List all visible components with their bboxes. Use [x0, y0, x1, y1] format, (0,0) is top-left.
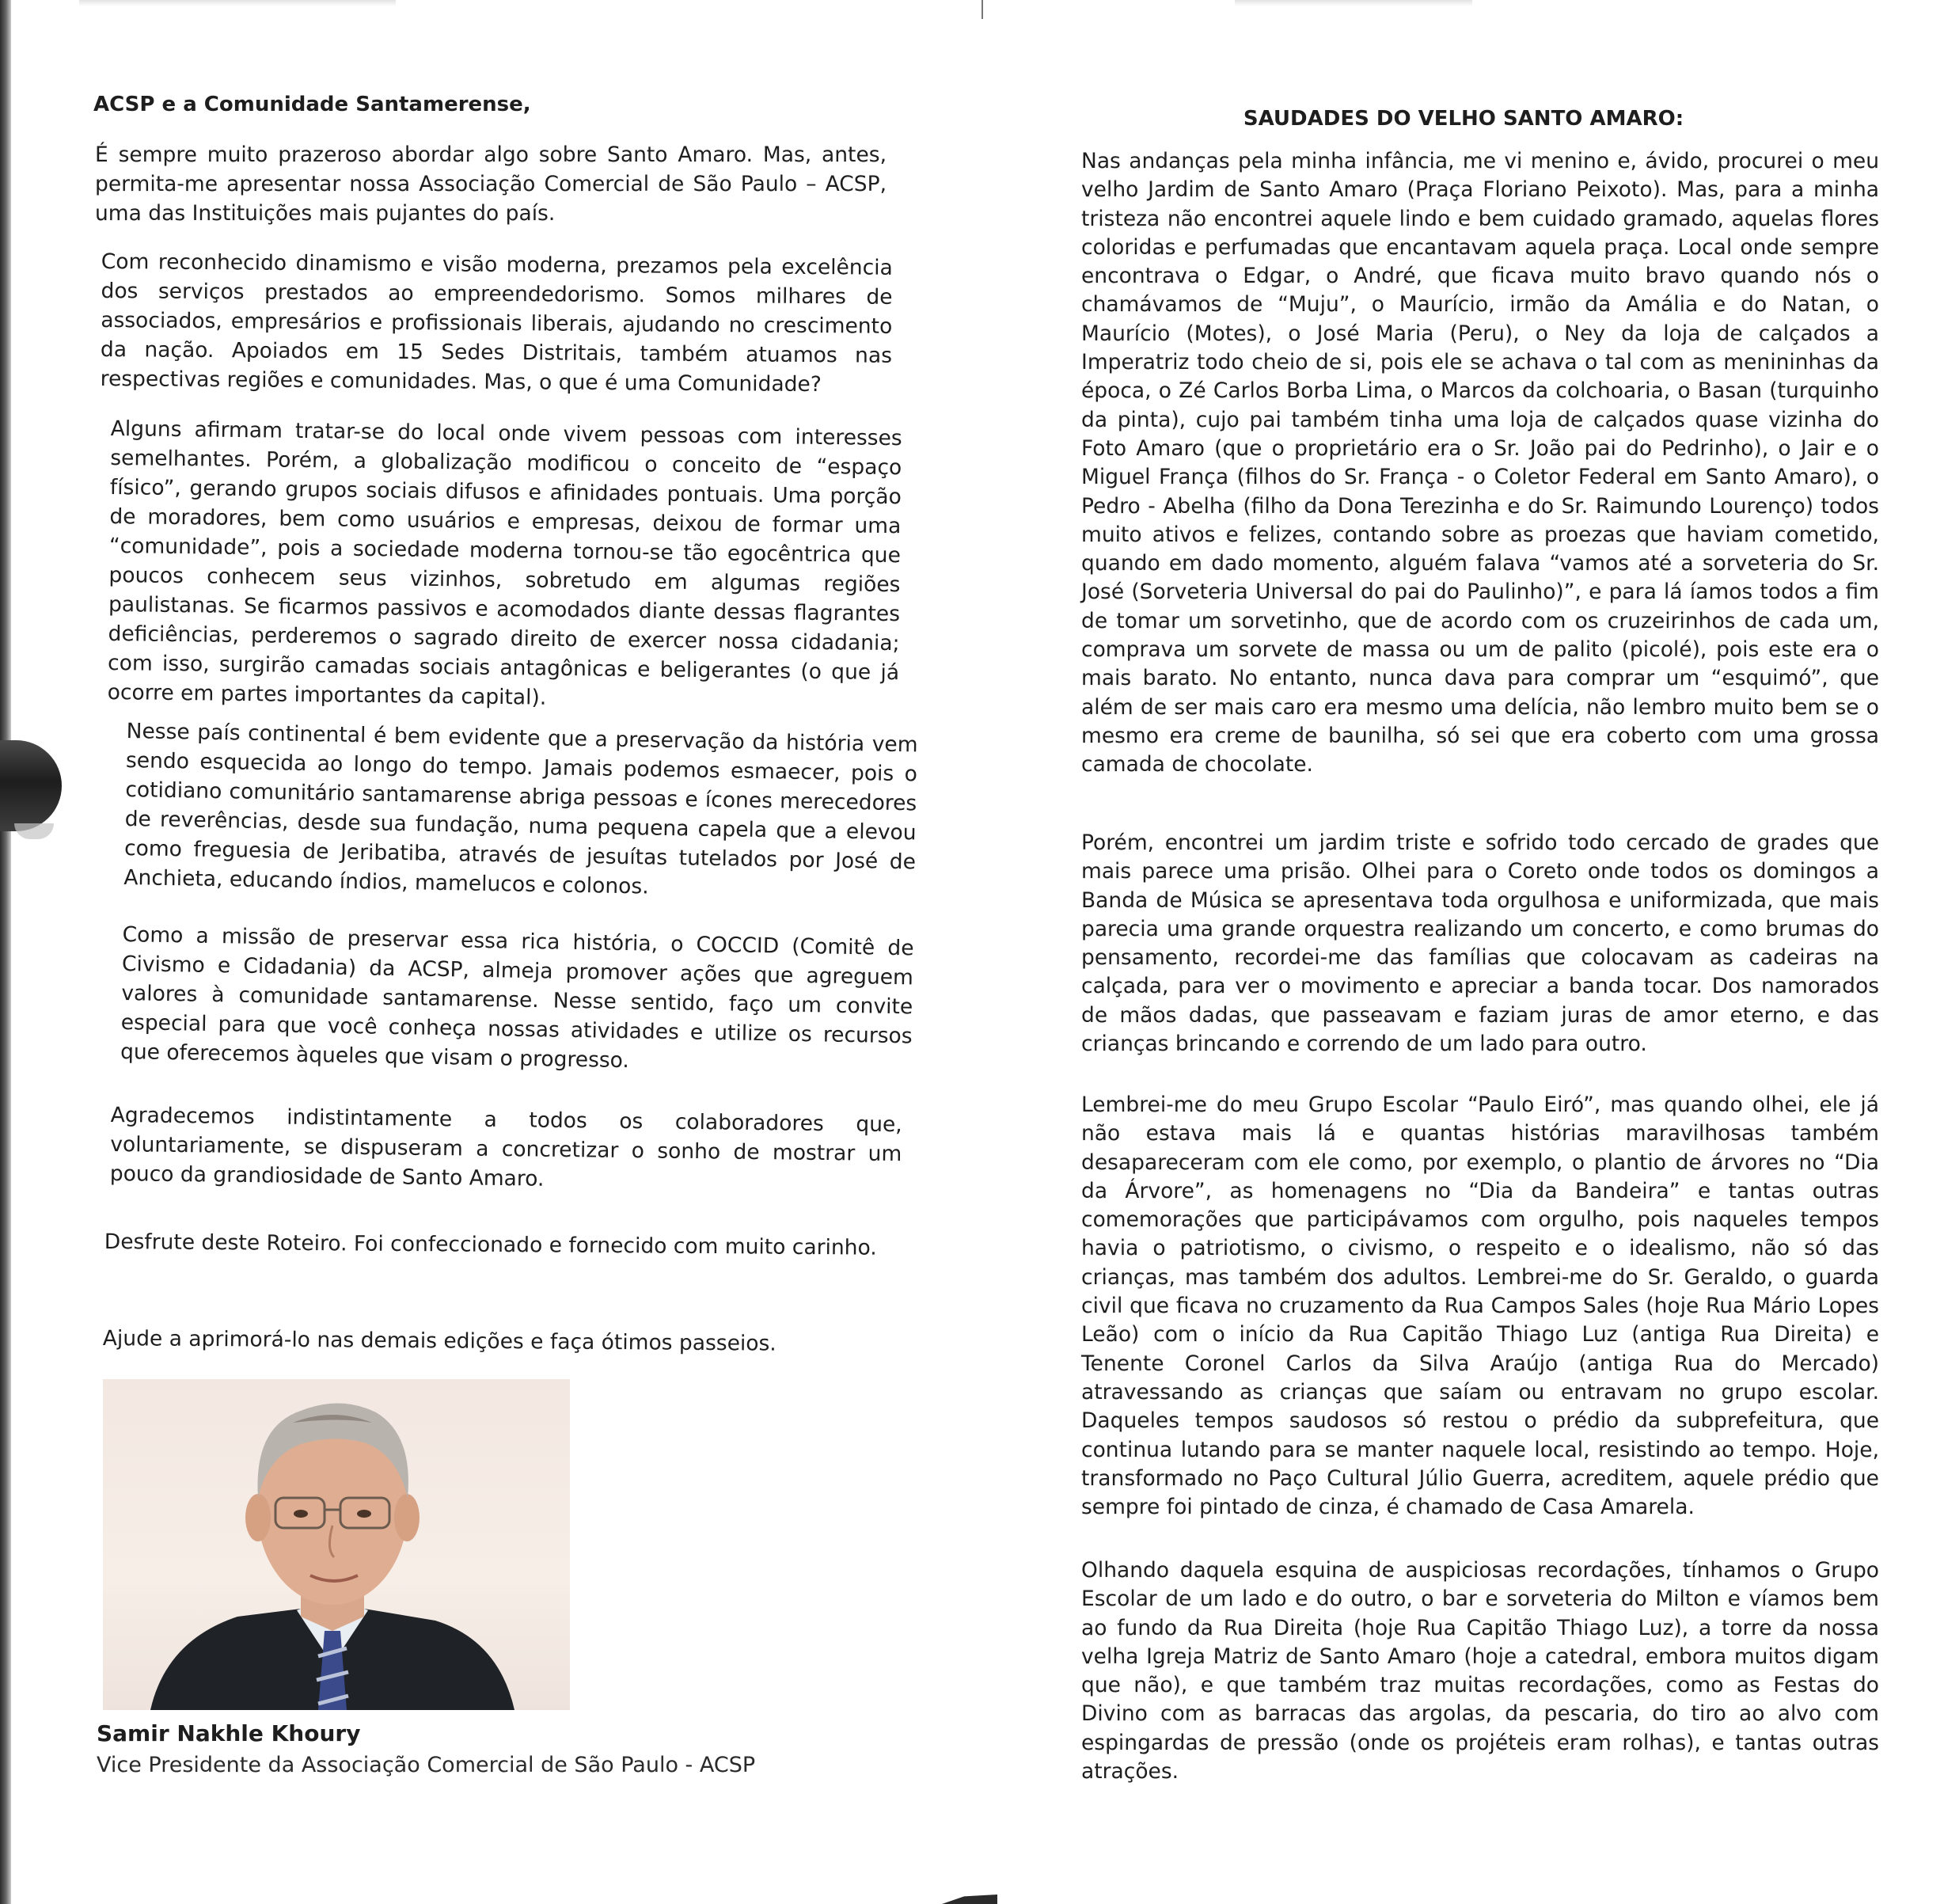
binder-ring-shadow [14, 823, 54, 839]
paragraph: Lembrei-me do meu Grupo Escolar “Paulo Eiró”, mas quando olhei, ele já não estava mais lá e quantas histórias maravilhosas também desapareceram com ele como, por exemplo, o plantio de árvores no “Dia da Árvore”, as homenagens no “Dia da Bandeira” e tantas outras comemorações que participávamos com orgulho, pois naqueles tempos havia o patriotismo, o civismo, o respeito e o idealismo, não só das crianças, mas também dos adultos. Lembrei-me do Sr. Geraldo, o guarda civil que ficava no cruzamento da Rua Campos Sales (hoje Rua Mário Lopes Leão) com o início da Rua Capitão Thiago Luz (antiga Rua Direita) e Tenente Coronel Carlos da Silva Araújo (antiga Rua do Mercado) atravessando as crianças que saíam ou entravam no grupo escolar. Daqueles tempos saudosos só restou o prédio da subprefeitura, que continua lutando para se manter naquele local, resistindo ao tempo. Hoje, transformado no Paço Cultural Júlio Guerra, acreditem, aquele prédio que sempre foi pintado de cinza, é chamado de Casa Amarela. [1081, 1093, 1879, 1520]
portrait-photo [103, 1379, 570, 1710]
paragraph: Nas andanças pela minha infância, me vi menino e, ávido, procurei o meu velho Jardim de Santo Amaro (Praça Floriano Peixoto). Mas, para a minha tristeza não encontrei aquele lindo e bem cuidado gramado, aquelas flores coloridas e perfumadas que encantavam aquela praça. Local onde sempre encontrava o Edgar, o André, que ficava muito bravo quando nós o chamávamos de “Muju”, o Maurício, irmão da Amália e do Natan, o Maurício (Motes), o José Maria (Peru), o Ney da loja de calçados a Imperatriz todo cheio de si, pois ele se achava o tal com as menininhas da época, o Zé Carlos Borba Lima, o Marcos da colchoaria, o Basan (turquinho da pinta), cujo pai também tinha uma loja de calçados quase vizinha do Foto Amaro (que o proprietário era o Sr. João pai do Pedrinho), o Jair e o Miguel França (filhos do Sr. França - o Coletor Federal em Santo Amaro), o Pedro - Abelha (filho da Dona Terezinha e do Sr. Raimundo Lourenço) todos muito ativos e felizes, contando sobre as proezas que haviam cometido, quando em dado momento, alguém falava “vamos até a sorveteria do Sr. José (Sorveteria Universal do pai do Paulinho)”, e para lá íamos todos a fim de tomar um sorvetinho, que de acordo com os cruzeirinhos de cada um, comprava um sorvete de massa ou um de palito (picolé), pois este era o mais barato. No entanto, nunca dava para comprar um “esquimó”, que além de ser mais caro era mesmo uma delícia, não lembro muito bem se o mesmo era creme de baunilha, só sei que era coberto com uma grossa camada de chocolate. [1081, 149, 1879, 777]
paragraph: Agradecemos indistintamente a todos os colaboradores que, voluntariamente, se dispuseram a concretizar o sonho de mostrar um pouco da grandiosidade de Santo Amaro. [109, 1102, 902, 1191]
paragraph: Alguns afirmam tratar-se do local onde vivem pessoas com interesses semelhantes. Porém, a globalização modificou o conceito de “espaço físico”, gerando grupos sociais difusos e afinidades pontuais. Uma porção de moradores, bem como usuários e empresas, deixou de formar uma “comunidade”, pois a sociedade moderna tornou-se tão egocêntrica que poucos conhecem seus vizinhos, sobretudo em algumas regiões paulistanas. Se ficarmos passivos e acomodados diante dessas flagrantes deficiências, perderemos o sagrado direito de exercer nossa cidadania; com isso, surgirão camadas sociais antagônicas e beligerantes (o que já ocorre em partes importantes da capital). [107, 416, 902, 710]
paragraph: Olhando daquela esquina de auspiciosas recordações, tínhamos o Grupo Escolar de um lado e do outro, o bar e sorveteria do Milton e víamos bem ao fundo da Rua Direita (hoje Rua Capitão Thiago Luz), a torre da nossa velha Igreja Matriz de Santo Amaro (hoje a catedral, embora muitos digam que não), e que também traz muitas recordações, como as Festas do Divino com as barracas das argolas, da pescaria, do tiro ao alvo com espingardas de pressão (onde os projéteis eram rolhas), e tantas outras atrações. [1081, 1558, 1879, 1784]
binder-edge [0, 0, 11, 1904]
left-page-heading: ACSP e a Comunidade Santamerense, [93, 93, 531, 117]
right-page [983, 0, 1944, 1904]
paragraph: Desfrute deste Roteiro. Foi confeccionado e fornecido com muito carinho. [104, 1229, 877, 1260]
paragraph: Com reconhecido dinamismo e visão moderna, prezamos pela excelência dos serviços prestados ao empreendedorismo. Somos milhares de associados, empresários e profissionais liberais, ajudando no crescimento da nação. Apoiados em 15 Sedes Distritais, também atuamos nas respectivas regiões e comunidades. Mas, o que é uma Comunidade? [100, 249, 893, 397]
paragraph: Nesse país continental é bem evidente que a preservação da história vem sendo esquecida ao longo do tempo. Jamais podemos esmaecer, pois o cotidiano comunitário santamarense abriga pessoas e ícones merecedores de reverências, desde sua fundação, numa pequena capela que a elevou como freguesia de Jeribatiba, através de jesuítas tutelados por José de Anchieta, educando índios, mamelucos e colonos. [123, 718, 918, 899]
portrait-illustration [103, 1379, 570, 1710]
signature-name: Samir Nakhle Khoury [97, 1720, 361, 1746]
paragraph: Como a missão de preservar essa rica história, o COCCID (Comitê de Civismo e Cidadania) da ACSP, almeja promover ações que agreguem valores à comunidade santamarense. Nesse sentido, faço um convite especial para que você conheça nossas atividades e utilize os recursos que oferecemos àqueles que visam o progresso. [120, 922, 914, 1074]
right-page-heading: SAUDADES DO VELHO SANTO AMARO: [1243, 107, 1684, 131]
signature-title: Vice Presidente da Associação Comercial de São Paulo - ACSP [97, 1753, 756, 1777]
paragraph: É sempre muito prazeroso abordar algo sobre Santo Amaro. Mas, antes, permita-me apresentar nossa Associação Comercial de São Paulo – ACSP, uma das Instituições mais pujantes do país. [95, 143, 887, 226]
paragraph: Porém, encontrei um jardim triste e sofrido todo cercado de grades que mais parece uma prisão. Olhei para o Coreto onde todos os domingos a Banda de Música se apresentava toda orgulhosa e uniformizada, que mais parecia uma grande orquestra realizando um concerto, e como brumas do pensamento, recordei-me das famílias que colocavam as cadeiras na calçada, para ver o movimento e apreciar a banda tocar. Dos namorados de mãos dadas, que passeavam e faziam juras de amor eterno, e das crianças brincando e correndo de um lado para outro. [1081, 830, 1879, 1057]
paragraph: Ajude a aprimorá-lo nas demais edições e faça ótimos passeios. [102, 1325, 776, 1356]
binder-ring [0, 740, 62, 831]
